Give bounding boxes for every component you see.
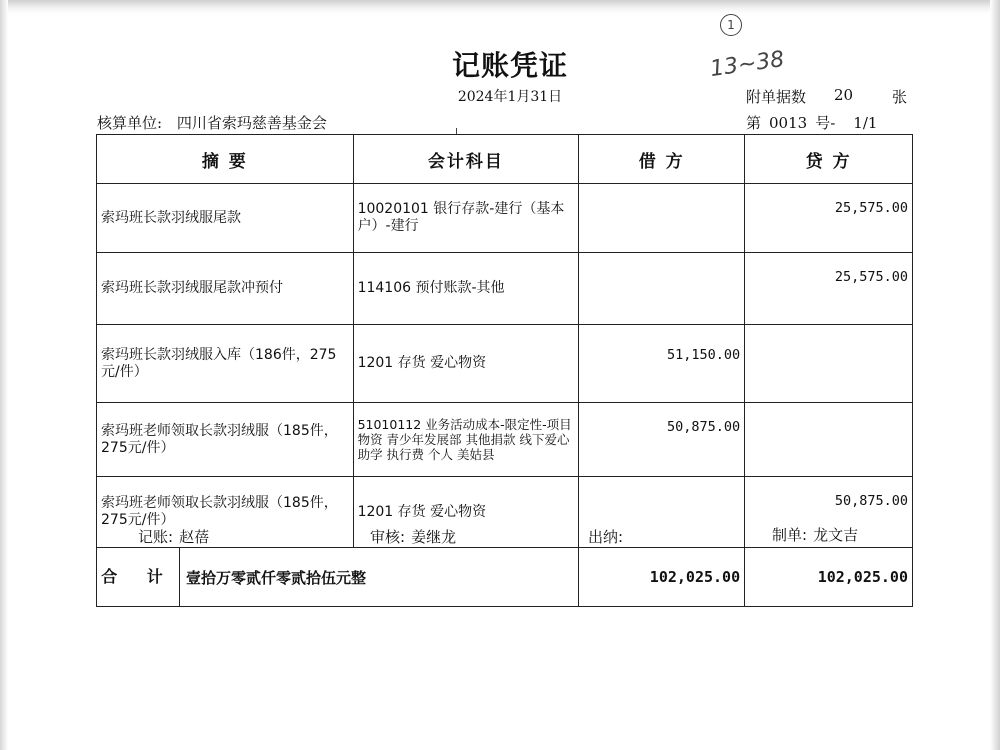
row-debit: 50,875.00 [579,403,745,477]
bookkeeper-name: 赵蓓 [179,528,210,546]
reviewer-name: 姜继龙 [411,528,457,546]
scan-edge-right [990,0,1000,750]
attachments-label: 附单据数 [746,88,807,106]
voucher-date: 2024年1月31日 [457,89,563,105]
table-row [97,325,913,403]
row-credit: 25,575.00 [745,253,913,325]
total-debit: 102,025.00 [579,548,745,607]
row-debit: 51,150.00 [579,325,745,403]
preparer-label: 制单: [772,526,808,544]
voucher-number-value: 0013 [769,114,808,132]
footer-preparer [772,524,858,545]
voucher-number-suffix: 号- [815,114,836,132]
reviewer-label: 审核: [370,528,406,546]
table-row [97,403,913,477]
total-credit: 102,025.00 [745,548,913,607]
row-summary: 索玛班老师领取长款羽绒服（185件，275元/件） [97,477,354,548]
row-subject: 51010112 业务活动成本-限定性-项目物资 青少年发展部 其他捐款 线下爱心助学 执行费 个人 美姑县 [353,403,579,477]
row-subject: 10020101 银行存款-建行（基本户）-建行 [353,184,579,253]
row-subject: 114106 预付账款-其他 [353,253,579,325]
row-debit [579,253,745,325]
row-summary: 索玛班长款羽绒服入库（186件，275元/件） [97,325,354,403]
row-summary: 索玛班长款羽绒服尾款冲预付 [97,253,354,325]
attachments-count [746,86,908,107]
total-row [97,548,913,607]
row-subject: 1201 存货 爱心物资 [353,325,579,403]
accounting-unit [97,112,327,133]
handwritten-circled-mark: 1 [720,14,742,36]
voucher-page: 1/1 [853,114,878,132]
table-row [97,184,913,253]
attachments-unit: 张 [892,88,908,106]
accounting-unit-value: 四川省索玛慈善基金会 [176,114,327,132]
footer-cashier [588,526,629,547]
footer-bookkeeper [138,526,209,547]
table-row [97,253,913,325]
header-credit: 贷 方 [745,135,913,184]
row-credit [745,403,913,477]
row-credit [745,325,913,403]
voucher-number-prefix: 第 [746,114,762,132]
row-summary: 索玛班老师领取长款羽绒服（185件，275元/件） [97,403,354,477]
total-cell [97,548,579,607]
row-credit: 50,875.00 [745,477,913,548]
row-debit [579,184,745,253]
preparer-name: 龙文吉 [813,526,859,544]
table-header-row [97,135,913,184]
header-subject: 会计科目 [353,135,579,184]
scan-edge-top [0,0,1000,14]
attachments-number: 20 [834,86,854,104]
total-label: 合 计 [97,548,180,606]
total-amount-in-words: 壹拾万零贰仟零贰拾伍元整 [186,568,367,587]
accounting-unit-label: 核算单位: [97,114,163,132]
header-debit: 借 方 [579,135,745,184]
row-subject: 1201 存货 爱心物资 [353,477,579,548]
footer-reviewer [370,526,456,547]
scan-edge-left [0,0,8,750]
row-credit: 25,575.00 [745,184,913,253]
cashier-label: 出纳: [588,528,624,546]
handwritten-note: 13~38 [708,46,786,83]
row-summary: 索玛班长款羽绒服尾款 [97,184,354,253]
voucher-number [746,112,885,133]
header-summary: 摘 要 [97,135,354,184]
bookkeeper-label: 记账: [138,528,174,546]
voucher-title: 记账凭证 [451,49,568,82]
